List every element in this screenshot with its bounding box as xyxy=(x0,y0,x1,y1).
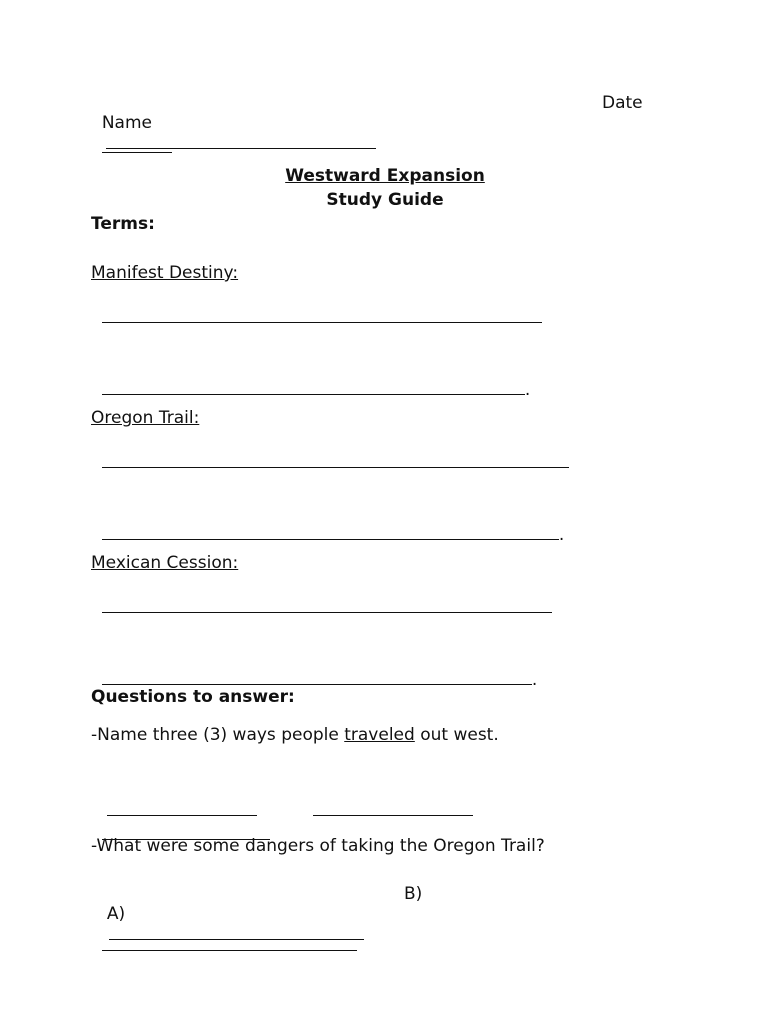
question-1-text-end: out west. xyxy=(414,725,499,745)
question-2: -What were some dangers of taking the Oregon Trail? xyxy=(91,836,545,856)
document-title: Westward Expansion xyxy=(285,166,485,186)
answer-line xyxy=(91,915,357,956)
answer-blank[interactable] xyxy=(313,800,473,816)
answer-blank[interactable] xyxy=(102,452,569,468)
period-mark: . xyxy=(531,670,538,690)
question-1-underlined: traveled xyxy=(344,725,415,745)
terms-heading: Terms: xyxy=(91,214,155,234)
period-mark: . xyxy=(558,525,565,545)
date-blank[interactable] xyxy=(102,137,172,153)
term-mexican-cession: Mexican Cession: xyxy=(91,553,239,573)
date-label: Date xyxy=(602,93,643,113)
term-oregon-trail: Oregon Trail: xyxy=(91,408,200,428)
answer-line xyxy=(91,432,569,473)
answer-blank-b[interactable] xyxy=(102,935,357,951)
answer-line xyxy=(302,780,473,821)
option-b-label: B) xyxy=(404,884,423,904)
question-1 xyxy=(91,725,499,745)
option-a-label: A) xyxy=(106,904,126,924)
questions-heading: Questions to answer: xyxy=(91,687,295,707)
document-subtitle: Study Guide xyxy=(326,190,444,210)
answer-blank[interactable] xyxy=(102,307,542,323)
answer-blank[interactable] xyxy=(102,524,559,540)
term-manifest-destiny: Manifest Destiny: xyxy=(91,263,239,283)
answer-line xyxy=(91,504,564,545)
answer-blank[interactable] xyxy=(102,669,532,685)
answer-line xyxy=(91,287,542,328)
answer-blank[interactable] xyxy=(102,597,552,613)
answer-line xyxy=(91,577,552,618)
answer-line xyxy=(91,649,537,690)
answer-line xyxy=(91,359,530,400)
name-label: Name xyxy=(101,113,152,133)
question-1-text: -Name three (3) ways people xyxy=(91,725,345,745)
period-mark: . xyxy=(524,380,531,400)
answer-blank[interactable] xyxy=(102,379,525,395)
date-row-2 xyxy=(91,117,172,158)
